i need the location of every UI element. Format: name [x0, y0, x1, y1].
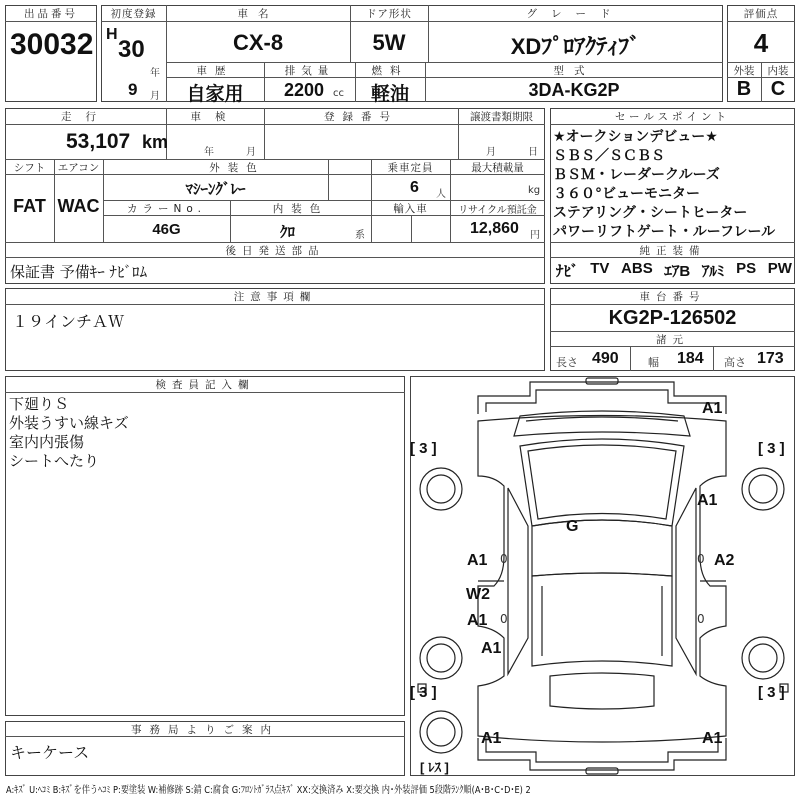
legend: A:ｷｽﾞ U:ﾍｺﾐ B:ｷｽﾞを伴うﾍｺﾐ P:要塗装 W:補修跡 S:錆 C:腐食 G:ﾌﾛﾝﾄｶﾞﾗｽ点ｷｽﾞ XX:交換済み X:要交換 内･外装評価 5段階ﾗﾝｸ順(A･B･C･D･E) 2 — [6, 785, 531, 796]
equipment-item: PW — [767, 260, 792, 277]
tire-rear-left: [ 3 ] — [410, 684, 437, 701]
inspector-line: シートへたり — [9, 452, 100, 470]
equipment-item: ﾅﾋﾞ — [556, 263, 579, 280]
car-name: CX-8 — [232, 30, 284, 55]
equipment-label: 純正装備 — [639, 245, 706, 257]
zero-right-door: 0 — [697, 552, 705, 566]
interior-unit: 系 — [355, 230, 365, 241]
inspection-month-unit: 月 — [246, 147, 256, 158]
inspector-line: 下廻りＳ — [9, 395, 70, 413]
mileage: 53,107 — [66, 130, 131, 153]
era: H — [106, 26, 118, 43]
exterior-color: ﾏｼｰﾝｸﾞﾚｰ — [185, 181, 246, 198]
office-label: 事務局よりご案内 — [131, 724, 279, 736]
history-label: 車歴 — [196, 65, 234, 77]
sales-point-item: ＳＢＳ／ＳＣＢＳ — [553, 148, 665, 164]
month-unit: 月 — [150, 91, 160, 102]
mileage-unit: km — [142, 132, 169, 152]
tire-front-right: [ 3 ] — [758, 440, 785, 457]
recycle-fee: 12,860 — [470, 220, 519, 237]
equipment-item: ｴｱB — [664, 263, 691, 280]
zero-left-door: 0 — [500, 552, 508, 566]
ext-label: 外装 — [733, 65, 755, 77]
reg-year: 30 — [118, 36, 145, 63]
history: 自家用 — [186, 84, 244, 105]
equipment-item: ABS — [621, 260, 653, 277]
chassis-number: KG2P-126502 — [608, 307, 737, 329]
tire-rear-right: [ 3 ] — [758, 684, 785, 701]
fuel-label: 燃料 — [371, 65, 409, 77]
capacity-label: 乗車定員 — [387, 162, 434, 174]
load-label: 最大積載量 — [471, 162, 524, 174]
ext-grade: B — [736, 78, 752, 100]
transfer-month-unit: 月 — [486, 147, 496, 158]
length: 490 — [592, 350, 619, 367]
inspector-line: 室内内張傷 — [9, 433, 85, 451]
mark-bottom-left: A1 — [481, 730, 502, 747]
width-label: 幅 — [648, 356, 659, 369]
displacement-label: 排気量 — [284, 65, 335, 77]
inspector-label: 検査員記入欄 — [155, 379, 255, 391]
year-unit: 年 — [150, 68, 160, 79]
registration-label: 登録番号 — [324, 111, 398, 123]
mark-left-rear-w2: W2 — [466, 586, 490, 603]
import-label: 輸入車 — [393, 203, 428, 215]
sales-point-label: セールスポイント — [614, 111, 731, 123]
mark-roof: G — [566, 518, 579, 535]
load-unit: kg — [528, 185, 541, 196]
color-no: 46G — [152, 221, 181, 238]
inspection-label: 車検 — [190, 111, 240, 123]
sales-point-item: パワーリフトゲート・ルーフレール — [553, 224, 776, 240]
mark-fender-right: A1 — [697, 492, 718, 509]
zero-right-rear: 0 — [697, 612, 705, 626]
sales-point-item: ステアリング・シートヒーター — [553, 205, 748, 221]
interior-color: ｸﾛ — [280, 224, 296, 241]
car-name-label: 車名 — [237, 8, 279, 20]
inspector-notes — [9, 395, 129, 471]
interior-color-label: 内装色 — [272, 203, 329, 215]
door-label: ドア形状 — [366, 8, 412, 20]
equipment-item: PS — [736, 260, 757, 277]
ac-label: エアコン — [57, 162, 100, 174]
grade-label: グレード — [526, 8, 625, 20]
inspector-line: 外装うすい線キズ — [9, 414, 129, 432]
sales-point-item: ３６０°ビューモニター — [553, 186, 700, 202]
inspection-year-unit: 年 — [204, 147, 214, 158]
tire-front-left: [ 3 ] — [410, 440, 437, 457]
spare-tire: [ ﾚｽ ] — [420, 760, 449, 775]
fuel: 軽油 — [370, 84, 409, 105]
mileage-label: 走行 — [61, 111, 110, 123]
door-type: 5W — [372, 30, 406, 55]
width: 184 — [677, 350, 704, 367]
equipment-item: ｱﾙﾐ — [701, 263, 725, 280]
equipment-item: TV — [590, 260, 610, 277]
later-parts: 保証書 予備ｷｰ ﾅﾋﾞﾛﾑ — [10, 263, 148, 281]
recycle-label: リサイクル預託金 — [458, 205, 537, 216]
model: 3DA-KG2P — [528, 80, 620, 100]
recycle-unit: 円 — [530, 230, 540, 241]
mark-left-door: A1 — [467, 552, 488, 569]
shift-label: シフト — [13, 162, 46, 174]
mark-left-quarter: A1 — [481, 640, 502, 657]
int-label: 内装 — [767, 65, 789, 77]
zero-left-rear: 0 — [500, 612, 508, 626]
ac: WAC — [57, 196, 100, 216]
capacity: 6 — [410, 179, 419, 196]
equipment-list — [556, 260, 792, 281]
grade: XDﾌﾟﾛｱｸﾃｨﾌﾞ — [510, 34, 641, 59]
sales-point-item: ＢＳＭ・レーダークルーズ — [553, 167, 720, 183]
first-reg-label: 初度登録 — [110, 8, 157, 20]
displacement-unit: cc — [333, 88, 344, 99]
mark-right-door: A2 — [714, 552, 735, 569]
transfer-day-unit: 日 — [528, 147, 538, 158]
reg-month: 9 — [128, 80, 138, 99]
int-grade: C — [770, 78, 786, 100]
office-text: キーケース — [10, 743, 90, 762]
notes-text: １９インチＡＷ — [12, 312, 125, 331]
shift: FAT — [13, 196, 46, 216]
mark-bottom-right: A1 — [702, 730, 723, 747]
color-no-label: カラーNo. — [127, 203, 206, 215]
car-body-diagram — [410, 376, 795, 776]
model-label: 型式 — [553, 65, 595, 77]
notes-label: 注意事項欄 — [233, 291, 317, 303]
chassis-label: 車台番号 — [639, 291, 706, 303]
sales-point-item: ★オークションデビュー★ — [553, 129, 718, 145]
height-label: 高さ — [724, 356, 746, 369]
lot-number: 30032 — [10, 28, 94, 61]
mark-front-right: A1 — [702, 400, 723, 417]
later-parts-label: 後日発送部品 — [225, 245, 325, 257]
lot-label: 出品番号 — [24, 8, 78, 20]
capacity-unit: 人 — [436, 189, 446, 200]
transfer-label: 譲渡書類期限 — [470, 111, 533, 123]
sales-point-list — [553, 128, 793, 242]
spec-label: 諸元 — [656, 334, 689, 346]
height: 173 — [757, 350, 784, 367]
length-label: 長さ — [556, 356, 578, 369]
displacement: 2200 — [284, 80, 325, 100]
score: 4 — [753, 28, 769, 58]
exterior-color-label: 外装色 — [209, 162, 265, 174]
mark-left-rear-a1: A1 — [467, 612, 488, 629]
score-label: 評価点 — [743, 8, 779, 20]
